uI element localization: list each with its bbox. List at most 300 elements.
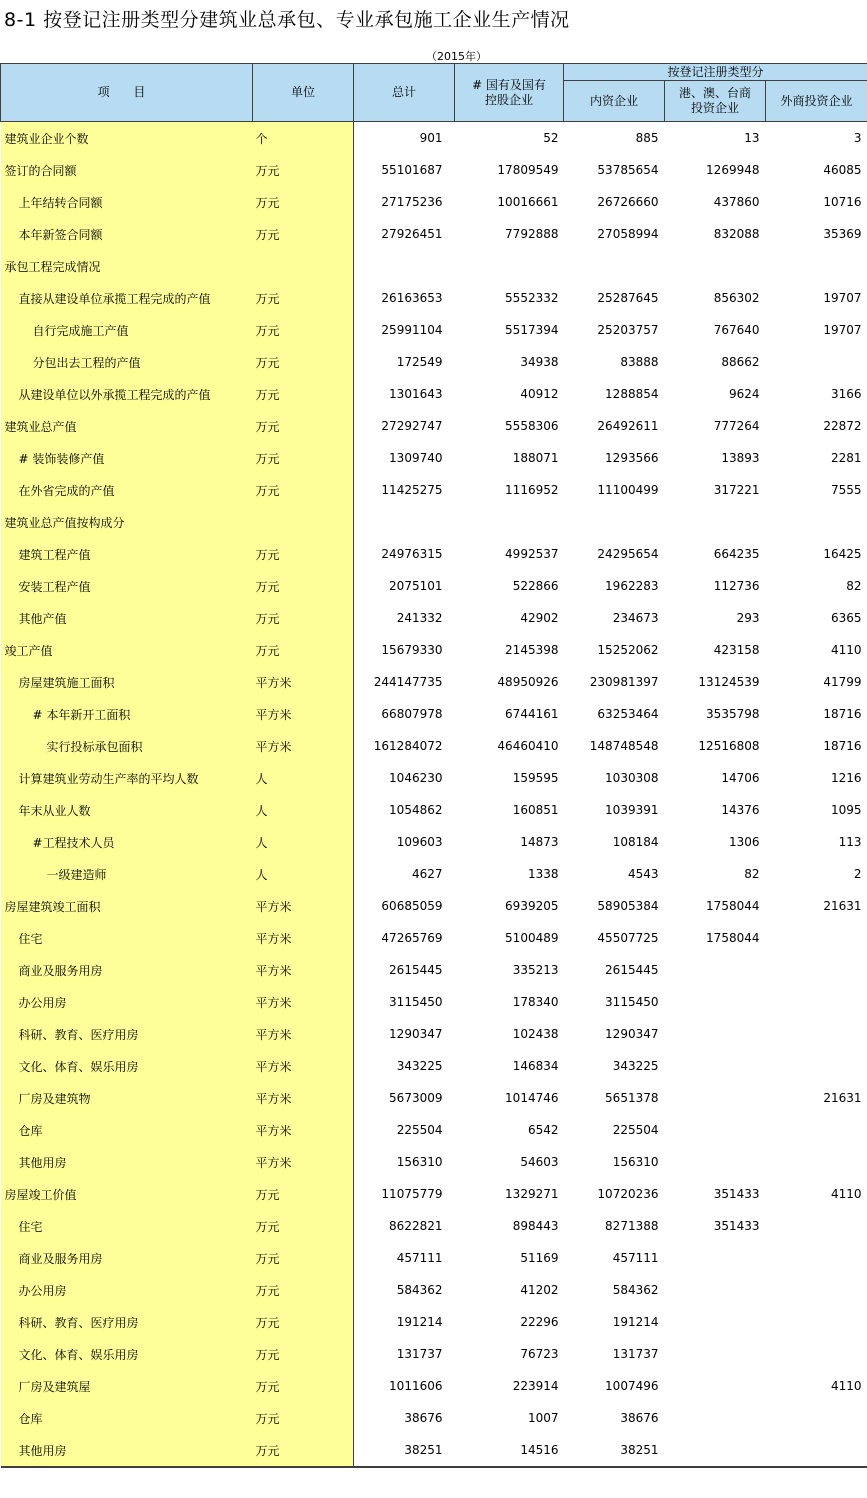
row-value: 45507725: [597, 931, 659, 945]
table-row: [1, 1178, 867, 1210]
row-unit: 万元: [253, 154, 354, 186]
row-label: 安装工程产值: [1, 570, 253, 602]
row-value: 159595: [512, 771, 559, 785]
row-value: 4110: [830, 643, 862, 657]
row-value: 1309740: [389, 451, 443, 465]
row-value: [766, 1210, 867, 1242]
row-value: [766, 1242, 867, 1274]
row-value: 767640: [713, 323, 760, 337]
row-value: [766, 250, 867, 282]
row-value: 27058994: [597, 227, 659, 241]
row-value: [766, 1434, 867, 1467]
header-group: 按登记注册类型分: [564, 64, 867, 81]
row-value: [766, 1402, 867, 1434]
row-value: 1269948: [706, 163, 760, 177]
row-value: 1046230: [389, 771, 443, 785]
row-value: 7792888: [505, 227, 559, 241]
row-value: 2281: [830, 451, 862, 465]
row-value: [665, 1242, 766, 1274]
row-value: 584362: [612, 1283, 659, 1297]
page-title: 8-1 按登记注册类型分建筑业总承包、专业承包施工企业生产情况: [4, 9, 570, 31]
row-label: 房屋建筑竣工面积: [1, 890, 253, 922]
row-label: 竣工产值: [1, 634, 253, 666]
row-label: 其他产值: [1, 602, 253, 634]
row-unit: 万元: [253, 346, 354, 378]
row-value: 46460410: [497, 739, 559, 753]
row-label: 商业及服务用房: [1, 954, 253, 986]
table-row: [1, 442, 867, 474]
row-value: 1758044: [706, 899, 760, 913]
row-value: 11425275: [381, 483, 443, 497]
row-value: 664235: [713, 547, 760, 561]
row-value: 16425: [823, 547, 862, 561]
table-row: [1, 1306, 867, 1338]
row-value: 1014746: [505, 1091, 559, 1105]
header-foreign: 外商投资企业: [766, 81, 867, 122]
table-row: [1, 1338, 867, 1370]
row-value: 1338: [527, 867, 559, 881]
row-value: [564, 506, 665, 538]
row-value: [766, 1146, 867, 1178]
table-row: [1, 410, 867, 442]
row-label: 商业及服务用房: [1, 1242, 253, 1274]
row-value: 10720236: [597, 1187, 659, 1201]
row-value: 19707: [823, 291, 862, 305]
table-row: [1, 634, 867, 666]
row-value: 13893: [721, 451, 760, 465]
row-value: 1301643: [389, 387, 443, 401]
row-value: 131737: [612, 1347, 659, 1361]
row-value: 22296: [520, 1315, 559, 1329]
row-unit: 万元: [253, 602, 354, 634]
row-label: 在外省完成的产值: [1, 474, 253, 506]
row-value: 13124539: [698, 675, 760, 689]
row-value: 4543: [627, 867, 659, 881]
row-value: 3115450: [389, 995, 443, 1009]
row-value: 17809549: [497, 163, 559, 177]
table-row: [1, 1146, 867, 1178]
table-row: [1, 794, 867, 826]
row-value: 8622821: [389, 1219, 443, 1233]
row-value: 885: [635, 131, 659, 145]
row-label: 房屋竣工价值: [1, 1178, 253, 1210]
row-label: 办公用房: [1, 986, 253, 1018]
row-value: 2615445: [605, 963, 659, 977]
row-value: 63253464: [597, 707, 659, 721]
table-row: [1, 730, 867, 762]
row-label: 分包出去工程的产值: [1, 346, 253, 378]
table-row: [1, 218, 867, 250]
row-label: # 装饰装修产值: [1, 442, 253, 474]
row-label: 建筑业总产值: [1, 410, 253, 442]
row-value: 35369: [823, 227, 862, 241]
row-value: 351433: [713, 1219, 760, 1233]
row-value: 82: [846, 579, 862, 593]
row-value: 1288854: [605, 387, 659, 401]
row-value: 4627: [411, 867, 443, 881]
row-value: [354, 250, 455, 282]
row-unit: 万元: [253, 1370, 354, 1402]
row-value: [665, 250, 766, 282]
row-unit: 万元: [253, 1434, 354, 1467]
row-value: 6744161: [505, 707, 559, 721]
row-value: 27175236: [381, 195, 443, 209]
header-state-owned: # 国有及国有 控股企业: [455, 64, 564, 122]
row-unit: 万元: [253, 442, 354, 474]
row-value: 11075779: [381, 1187, 443, 1201]
row-value: 26492611: [597, 419, 659, 433]
row-value: 191214: [612, 1315, 659, 1329]
table-row: [1, 762, 867, 794]
table-row: [1, 154, 867, 186]
row-value: 11100499: [597, 483, 659, 497]
row-value: [564, 250, 665, 282]
row-value: 27292747: [381, 419, 443, 433]
row-value: 832088: [713, 227, 760, 241]
row-value: [665, 1082, 766, 1114]
row-label: 厂房及建筑物: [1, 1082, 253, 1114]
table-row: [1, 346, 867, 378]
table-row: [1, 986, 867, 1018]
table-row: [1, 1018, 867, 1050]
row-unit: 万元: [253, 1402, 354, 1434]
row-value: [354, 506, 455, 538]
row-unit: 万元: [253, 218, 354, 250]
table-row: [1, 186, 867, 218]
row-value: 41799: [823, 675, 862, 689]
table-row: [1, 314, 867, 346]
row-value: 38251: [354, 1434, 455, 1467]
table-header: [1, 64, 867, 122]
row-value: [766, 1338, 867, 1370]
row-value: 24295654: [597, 547, 659, 561]
row-value: 188071: [512, 451, 559, 465]
table-body: [1, 122, 867, 1468]
row-unit: [253, 506, 354, 538]
table-row: [1, 1082, 867, 1114]
row-value: 191214: [396, 1315, 443, 1329]
row-value: 1306: [728, 835, 760, 849]
header-total: 总计: [354, 64, 455, 122]
row-value: 146834: [512, 1059, 559, 1073]
table-row: [1, 954, 867, 986]
row-value: 47265769: [381, 931, 443, 945]
row-value: [455, 250, 564, 282]
row-value: 5673009: [389, 1091, 443, 1105]
row-value: 82: [744, 867, 760, 881]
row-value: [766, 346, 867, 378]
row-value: 15679330: [381, 643, 443, 657]
row-unit: 万元: [253, 474, 354, 506]
row-label: 建筑业企业个数: [1, 122, 253, 155]
row-value: 1011606: [389, 1379, 443, 1393]
row-value: 2615445: [389, 963, 443, 977]
row-value: 26726660: [597, 195, 659, 209]
row-value: [665, 1306, 766, 1338]
row-value: 437860: [713, 195, 760, 209]
row-value: 856302: [713, 291, 760, 305]
row-value: 113: [838, 835, 862, 849]
row-value: 172549: [396, 355, 443, 369]
row-value: 178340: [512, 995, 559, 1009]
row-value: [455, 506, 564, 538]
row-value: 15252062: [597, 643, 659, 657]
row-value: 21631: [823, 1091, 862, 1105]
row-value: 83888: [620, 355, 659, 369]
row-label: 直接从建设单位承揽工程完成的产值: [1, 282, 253, 314]
header-domestic: 内资企业: [564, 81, 665, 122]
row-label: 文化、体育、娱乐用房: [1, 1050, 253, 1082]
row-value: 1758044: [706, 931, 760, 945]
row-value: 223914: [512, 1379, 559, 1393]
row-value: 2075101: [389, 579, 443, 593]
row-value: [665, 1114, 766, 1146]
row-unit: 平方米: [253, 698, 354, 730]
row-value: 58905384: [597, 899, 659, 913]
row-value: 6365: [830, 611, 862, 625]
row-value: 225504: [612, 1123, 659, 1137]
row-unit: 万元: [253, 314, 354, 346]
row-value: 25991104: [381, 323, 443, 337]
row-value: 1007: [527, 1411, 559, 1425]
row-value: 42902: [520, 611, 559, 625]
row-unit: 人: [253, 794, 354, 826]
table-row: [1, 538, 867, 570]
row-value: 3166: [830, 387, 862, 401]
table-row: [1, 698, 867, 730]
row-value: 148748548: [589, 739, 659, 753]
table-row: [1, 922, 867, 954]
row-value: [766, 1018, 867, 1050]
row-value: 10716: [823, 195, 862, 209]
table-row: [1, 250, 867, 282]
row-value: 1962283: [605, 579, 659, 593]
row-value: 25287645: [597, 291, 659, 305]
row-label: 建筑业总产值按构成分: [1, 506, 253, 538]
table-row: [1, 378, 867, 410]
row-value: 343225: [612, 1059, 659, 1073]
row-value: [766, 954, 867, 986]
row-unit: 万元: [253, 1306, 354, 1338]
row-value: [665, 1434, 766, 1467]
row-value: 41202: [520, 1283, 559, 1297]
row-value: 7555: [830, 483, 862, 497]
table-row: [1, 282, 867, 314]
row-value: [766, 1274, 867, 1306]
row-value: 1030308: [605, 771, 659, 785]
row-label: 文化、体育、娱乐用房: [1, 1338, 253, 1370]
header-hmt: 港、澳、台商 投资企业: [665, 81, 766, 122]
row-value: 584362: [396, 1283, 443, 1297]
row-unit: 平方米: [253, 1082, 354, 1114]
row-unit: 万元: [253, 410, 354, 442]
year-note: （2015年）: [426, 50, 487, 63]
row-value: 24976315: [381, 547, 443, 561]
row-value: 351433: [713, 1187, 760, 1201]
row-value: [766, 1114, 867, 1146]
row-value: 6939205: [505, 899, 559, 913]
row-label: 科研、教育、医疗用房: [1, 1306, 253, 1338]
row-value: [665, 954, 766, 986]
row-value: 34938: [520, 355, 559, 369]
row-value: 293: [736, 611, 760, 625]
row-value: 156310: [396, 1155, 443, 1169]
row-unit: 平方米: [253, 986, 354, 1018]
table-row: [1, 474, 867, 506]
row-value: 8271388: [605, 1219, 659, 1233]
row-unit: [253, 250, 354, 282]
row-value: 5100489: [505, 931, 559, 945]
row-value: 522866: [512, 579, 559, 593]
row-value: 241332: [396, 611, 443, 625]
row-value: 161284072: [373, 739, 443, 753]
row-value: 27926451: [381, 227, 443, 241]
row-unit: 万元: [253, 282, 354, 314]
row-label: 其他用房: [1, 1434, 253, 1467]
row-value: 54603: [520, 1155, 559, 1169]
row-label: 建筑工程产值: [1, 538, 253, 570]
row-value: 131737: [396, 1347, 443, 1361]
table-row: [1, 122, 867, 155]
row-value: 1116952: [505, 483, 559, 497]
row-value: [766, 922, 867, 954]
row-value: 1290347: [389, 1027, 443, 1041]
row-label: 本年新签合同额: [1, 218, 253, 250]
row-value: 156310: [612, 1155, 659, 1169]
row-value: [665, 1338, 766, 1370]
table-row: [1, 858, 867, 890]
table-row: [1, 666, 867, 698]
row-value: 1290347: [605, 1027, 659, 1041]
row-value: 108184: [612, 835, 659, 849]
table-row: [1, 1242, 867, 1274]
row-unit: 平方米: [253, 1146, 354, 1178]
table-row: [1, 1370, 867, 1402]
row-label: 年末从业人数: [1, 794, 253, 826]
row-value: 18716: [823, 707, 862, 721]
row-unit: 平方米: [253, 730, 354, 762]
row-value: 5552332: [505, 291, 559, 305]
row-value: 9624: [728, 387, 760, 401]
row-label: 科研、教育、医疗用房: [1, 1018, 253, 1050]
table-row: [1, 570, 867, 602]
row-unit: 平方米: [253, 1018, 354, 1050]
row-label: 计算建筑业劳动生产率的平均人数: [1, 762, 253, 794]
row-value: 4110: [830, 1187, 862, 1201]
table-row: [1, 826, 867, 858]
row-unit: 人: [253, 762, 354, 794]
row-value: [665, 1018, 766, 1050]
row-label: 厂房及建筑屋: [1, 1370, 253, 1402]
row-label: 实行投标承包面积: [1, 730, 253, 762]
table-row: [1, 890, 867, 922]
row-value: 26163653: [381, 291, 443, 305]
table-row: [1, 1274, 867, 1306]
row-value: 777264: [713, 419, 760, 433]
row-value: 19707: [823, 323, 862, 337]
row-label: # 本年新开工面积: [1, 698, 253, 730]
row-value: [665, 1274, 766, 1306]
row-value: 48950926: [497, 675, 559, 689]
row-value: 88662: [721, 355, 760, 369]
header-item: 项 目: [1, 64, 253, 122]
table-row: [1, 1434, 867, 1467]
row-value: 60685059: [381, 899, 443, 913]
row-value: 1039391: [605, 803, 659, 817]
row-value: 13: [744, 131, 760, 145]
row-value: 1095: [830, 803, 862, 817]
row-label: 房屋建筑施工面积: [1, 666, 253, 698]
row-value: 335213: [512, 963, 559, 977]
row-value: 14516: [455, 1434, 564, 1467]
row-value: [665, 986, 766, 1018]
row-value: [665, 1146, 766, 1178]
row-label: 住宅: [1, 922, 253, 954]
row-label: 办公用房: [1, 1274, 253, 1306]
row-value: 40912: [520, 387, 559, 401]
row-value: 244147735: [373, 675, 443, 689]
row-unit: 万元: [253, 1210, 354, 1242]
row-value: [665, 1370, 766, 1402]
row-value: [665, 1402, 766, 1434]
row-value: 18716: [823, 739, 862, 753]
row-value: 53785654: [597, 163, 659, 177]
table-row: [1, 506, 867, 538]
statistics-table: [0, 63, 867, 1468]
row-value: 3: [853, 131, 862, 145]
row-value: 160851: [512, 803, 559, 817]
row-value: 1007496: [605, 1379, 659, 1393]
row-value: 109603: [396, 835, 443, 849]
table-row: [1, 1114, 867, 1146]
row-value: 46085: [823, 163, 862, 177]
row-value: 5517394: [505, 323, 559, 337]
row-unit: 平方米: [253, 1050, 354, 1082]
row-value: [766, 1306, 867, 1338]
row-value: 10016661: [497, 195, 559, 209]
row-value: 38251: [564, 1434, 665, 1467]
row-unit: 万元: [253, 186, 354, 218]
row-value: 25203757: [597, 323, 659, 337]
row-value: 898443: [512, 1219, 559, 1233]
row-label: 承包工程完成情况: [1, 250, 253, 282]
row-value: 225504: [396, 1123, 443, 1137]
row-value: 3115450: [605, 995, 659, 1009]
row-unit: 平方米: [253, 922, 354, 954]
row-unit: 人: [253, 858, 354, 890]
row-value: 317221: [713, 483, 760, 497]
row-label: 自行完成施工产值: [1, 314, 253, 346]
row-value: [665, 506, 766, 538]
row-value: 1054862: [389, 803, 443, 817]
table-row: [1, 602, 867, 634]
row-value: 901: [419, 131, 443, 145]
row-label: 仓库: [1, 1402, 253, 1434]
header-unit: 单位: [253, 64, 354, 122]
row-value: 230981397: [589, 675, 659, 689]
row-value: 1293566: [605, 451, 659, 465]
row-label: 仓库: [1, 1114, 253, 1146]
table-row: [1, 1210, 867, 1242]
row-value: [766, 506, 867, 538]
row-value: 14706: [721, 771, 760, 785]
row-value: 22872: [823, 419, 862, 433]
table-row: [1, 1402, 867, 1434]
row-value: 12516808: [698, 739, 760, 753]
row-value: 38676: [404, 1411, 443, 1425]
row-unit: 平方米: [253, 890, 354, 922]
row-label: 其他用房: [1, 1146, 253, 1178]
